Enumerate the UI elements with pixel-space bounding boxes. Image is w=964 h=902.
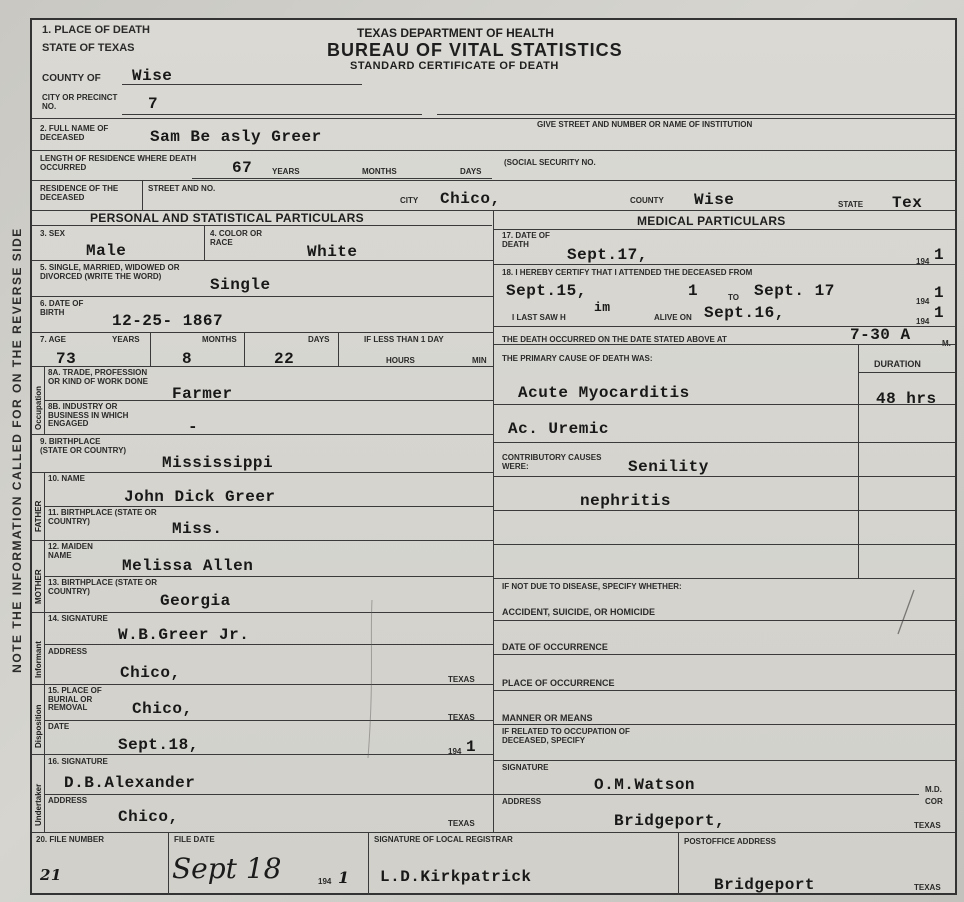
rule-contrib-4: [494, 578, 955, 579]
father-name-value: John Dick Greer: [124, 488, 276, 506]
rule-burial: [44, 720, 493, 721]
cor-label: COR: [925, 797, 943, 806]
disposition-bracket: [44, 684, 45, 754]
race-label: 4. COLOR OR RACE: [210, 229, 263, 247]
rule-manner: [494, 724, 955, 725]
certificate-form: [30, 18, 957, 895]
min-label: MIN: [472, 356, 487, 365]
alive-year-value: 1: [934, 304, 945, 322]
rule-medical-head: [494, 229, 955, 230]
trade-label: 8A. TRADE, PROFESSION OR KIND OF WORK DONE: [48, 368, 148, 386]
mother-birthplace-value: Georgia: [160, 592, 231, 610]
attended-from-value: Sept.15,: [506, 282, 587, 300]
undertaker-signature-value: D.B.Alexander: [64, 774, 196, 792]
rule-duration-head: [858, 372, 955, 373]
ssn-label: (SOCIAL SECURITY NO.: [504, 158, 596, 167]
age-months-label: MONTHS: [202, 335, 237, 344]
mother-name-label: 12. MAIDEN NAME: [48, 542, 93, 560]
to-label: TO: [728, 293, 739, 302]
father-birthplace-value: Miss.: [172, 520, 223, 538]
precinct-value: 7: [148, 95, 159, 113]
rule-informant-sig: [44, 644, 493, 645]
occupation-side-label: Occupation: [34, 385, 43, 430]
mother-side-label: MOTHER: [34, 569, 43, 604]
rule-birth: [32, 332, 493, 333]
informant-bracket: [44, 612, 45, 684]
residence-state-value: Tex: [892, 194, 923, 212]
residence-state-label: STATE: [838, 200, 864, 209]
age-days-value: 22: [274, 350, 295, 368]
attended-label: 18. I HEREBY CERTIFY THAT I ATTENDED THE DECEASED FROM: [502, 268, 753, 277]
medical-section-title: MEDICAL PARTICULARS: [637, 214, 786, 228]
county-value: Wise: [132, 67, 173, 85]
paper-crease-mark: [362, 600, 382, 760]
file-date-label: FILE DATE: [174, 835, 215, 844]
informant-address-label: ADDRESS: [48, 647, 88, 656]
institution-line: [437, 114, 955, 115]
contributory-1-value: Senility: [628, 458, 709, 476]
file-number-value: 21: [40, 866, 62, 884]
alive-on-value: Sept.16,: [704, 304, 785, 322]
pen-stroke-mark: [892, 588, 922, 638]
rule-marital: [32, 296, 493, 297]
hours-label: HOURS: [386, 356, 415, 365]
informant-address-value: Chico,: [120, 664, 181, 682]
state-label: STATE OF TEXAS: [42, 42, 135, 54]
rule-age: [32, 366, 493, 367]
primary-cause-label: THE PRIMARY CAUSE OF DEATH WAS:: [502, 354, 653, 363]
registrar-label: SIGNATURE OF LOCAL REGISTRAR: [374, 835, 513, 844]
rule-name: [32, 150, 955, 151]
rule-header: [32, 118, 955, 119]
postoffice-texas-label: TEXAS: [914, 883, 941, 892]
age-years-label: YEARS: [112, 335, 140, 344]
physician-address-value: Bridgeport,: [614, 812, 726, 830]
postoffice-label: POSTOFFICE ADDRESS: [684, 837, 777, 846]
rule-personal-head: [32, 225, 492, 226]
not-disease-label: IF NOT DUE TO DISEASE, SPECIFY WHETHER:: [502, 582, 682, 591]
physician-signature-label: SIGNATURE: [502, 763, 549, 772]
rule-undertaker-sig: [44, 794, 493, 795]
registrar-value: L.D.Kirkpatrick: [380, 868, 532, 886]
rule-sex: [32, 260, 493, 261]
rule-occupation-related: [494, 760, 955, 761]
county-of-label: COUNTY OF: [42, 73, 101, 84]
personal-section-title: PERSONAL AND STATISTICAL PARTICULARS: [90, 211, 364, 225]
county-line: [122, 84, 362, 85]
birth-value: 12-25- 1867: [112, 312, 224, 330]
residence-years-value: 67: [232, 159, 253, 177]
attended-to-year-value: 1: [934, 284, 945, 302]
marital-label: 5. SINGLE, MARRIED, WIDOWED OR DIVORCED (WRITE THE WORD): [40, 263, 180, 281]
rule-cause-2: [494, 442, 955, 443]
rule-date-occurrence: [494, 654, 955, 655]
rule-mother: [32, 612, 493, 613]
undertaker-signature-label: 16. SIGNATURE: [48, 757, 108, 766]
informant-signature-label: 14. SIGNATURE: [48, 614, 108, 623]
reverse-side-note-text: NOTE THE INFORMATION CALLED FOR ON THE REVERSE SIDE: [10, 227, 24, 673]
father-side-label: FATHER: [34, 500, 43, 532]
death-year-value: 1: [934, 246, 945, 264]
rule-time: [494, 344, 955, 345]
attended-to-value: Sept. 17: [754, 282, 835, 300]
manner-label: MANNER OR MEANS: [502, 713, 593, 723]
alive-on-label: ALIVE ON: [654, 313, 692, 322]
age-years-value: 73: [56, 350, 77, 368]
footer-divider-2: [368, 832, 369, 895]
residence-divider: [142, 180, 143, 210]
birthplace-value: Mississippi: [162, 454, 274, 472]
file-year-value: 1: [338, 868, 350, 887]
last-saw-label: I LAST SAW H: [512, 313, 566, 322]
full-name-value: Sam Be asly Greer: [150, 128, 322, 146]
residence-county-value: Wise: [694, 191, 735, 209]
rule-accident: [494, 620, 955, 621]
rule-mother-name: [44, 576, 493, 577]
rule-contrib-3: [494, 544, 955, 545]
date-occurrence-label: DATE OF OCCURRENCE: [502, 642, 608, 652]
city-label: CITY: [400, 196, 419, 205]
undertaker-side-label: Undertaker: [34, 783, 43, 826]
trade-value: Farmer: [172, 385, 233, 403]
department-title: TEXAS DEPARTMENT OF HEALTH: [357, 26, 554, 40]
age-months-value: 8: [182, 350, 193, 368]
undertaker-bracket: [44, 754, 45, 832]
age-divider-3: [338, 332, 339, 366]
residence-county-label: COUNTY: [630, 196, 664, 205]
time-label: THE DEATH OCCURRED ON THE DATE STATED ABOVE AT: [502, 335, 727, 344]
bureau-title: BUREAU OF VITAL STATISTICS: [327, 40, 623, 60]
mother-name-value: Melissa Allen: [122, 557, 254, 575]
reverse-side-note: [4, 190, 30, 710]
rule-industry: [32, 434, 493, 435]
time-suffix: M.: [942, 339, 951, 348]
occupation-related-label: IF RELATED TO OCCUPATION OF DECEASED, SPECIFY: [502, 727, 630, 745]
footer-divider-1: [168, 832, 169, 895]
sex-divider: [204, 225, 205, 260]
duration-label: DURATION: [874, 359, 921, 369]
institution-label: GIVE STREET AND NUMBER OR NAME OF INSTITUTION: [537, 120, 753, 129]
rule-contrib-1: [494, 476, 955, 477]
mother-birthplace-label: 13. BIRTHPLACE (STATE OR COUNTRY): [48, 578, 158, 596]
informant-signature-value: W.B.Greer Jr.: [118, 626, 250, 644]
attended-year-prefix: 194: [916, 297, 930, 306]
death-year-prefix: 194: [916, 257, 930, 266]
rule-place-occurrence: [494, 690, 955, 691]
race-value: White: [307, 243, 358, 261]
precinct-label: CITY OR PRECINCT NO.: [42, 93, 118, 111]
days-label: DAYS: [460, 167, 482, 176]
marital-value: Single: [210, 276, 271, 294]
physician-texas-label: TEXAS: [914, 821, 941, 830]
rule-date-of-death: [494, 264, 955, 265]
alive-year-prefix: 194: [916, 317, 930, 326]
residence-label: RESIDENCE OF THE DECEASED: [40, 184, 119, 202]
age-divider-2: [244, 332, 245, 366]
burial-year-value: 1: [466, 738, 477, 756]
footer-divider-3: [678, 832, 679, 895]
file-number-label: 20. FILE NUMBER: [36, 835, 105, 844]
undertaker-address-value: Chico,: [118, 808, 179, 826]
age-divider-1: [150, 332, 151, 366]
place-of-death-label: 1. PLACE OF DEATH: [42, 24, 150, 36]
contributory-label: CONTRIBUTORY CAUSES WERE:: [502, 453, 602, 471]
contributory-2-value: nephritis: [580, 492, 671, 510]
precinct-line: [122, 114, 422, 115]
rule-informant: [32, 684, 493, 685]
accident-label: ACCIDENT, SUICIDE, OR HOMICIDE: [502, 607, 656, 617]
informant-side-label: Informant: [34, 641, 43, 678]
center-divider: [493, 210, 494, 832]
rule-physician-sig: [494, 794, 919, 795]
burial-year-prefix: 194: [448, 747, 462, 756]
rule-father: [32, 540, 493, 541]
date-of-death-label: 17. DATE OF DEATH: [502, 231, 550, 249]
time-value: 7-30 A: [850, 326, 911, 344]
rule-birthplace: [32, 472, 493, 473]
burial-date-label: DATE: [48, 722, 70, 731]
age-label: 7. AGE: [40, 335, 66, 344]
father-name-label: 10. NAME: [48, 474, 85, 483]
rule-cause-1: [494, 404, 955, 405]
attended-from-year-value: 1: [688, 282, 699, 300]
rule-disposition: [32, 754, 493, 755]
birth-label: 6. DATE OF BIRTH: [40, 299, 84, 317]
rule-footer: [32, 832, 955, 833]
date-of-death-value: Sept.17,: [567, 246, 648, 264]
residence-length-label: LENGTH OF RESIDENCE WHERE DEATH OCCURRED: [40, 154, 197, 172]
months-label: MONTHS: [362, 167, 397, 176]
birthplace-label: 9. BIRTHPLACE (STATE OR COUNTRY): [40, 437, 127, 455]
undertaker-address-label: ADDRESS: [48, 796, 88, 805]
sex-label: 3. SEX: [40, 229, 65, 238]
postoffice-value: Bridgeport: [714, 876, 816, 894]
residence-city-value: Chico,: [440, 190, 501, 208]
physician-signature-value: O.M.Watson: [594, 776, 696, 794]
age-days-label: DAYS: [308, 335, 330, 344]
last-saw-mark: im: [594, 300, 611, 315]
informant-texas-label: TEXAS: [448, 675, 475, 684]
sex-value: Male: [86, 242, 127, 260]
file-year-prefix: 194: [318, 877, 332, 886]
residence-length-line: [192, 178, 492, 179]
burial-label: 15. PLACE OF BURIAL OR REMOVAL: [48, 686, 102, 712]
industry-label: 8B. INDUSTRY OR BUSINESS IN WHICH ENGAGED: [48, 402, 129, 428]
primary-cause-value: Acute Myocarditis: [518, 384, 690, 402]
physician-address-label: ADDRESS: [502, 797, 542, 806]
undertaker-texas-label: TEXAS: [448, 819, 475, 828]
rule-father-name: [44, 506, 493, 507]
years-label: YEARS: [272, 167, 300, 176]
rule-contrib-2: [494, 510, 955, 511]
md-label: M.D.: [925, 785, 942, 794]
full-name-label: 2. FULL NAME OF DECEASED: [40, 124, 109, 142]
rule-trade: [44, 400, 493, 401]
burial-date-value: Sept.18,: [118, 736, 199, 754]
place-occurrence-label: PLACE OF OCCURRENCE: [502, 678, 615, 688]
rule-length: [32, 180, 955, 181]
street-label: STREET AND NO.: [148, 184, 216, 193]
duration-value: 48 hrs: [876, 390, 937, 408]
duration-divider: [858, 344, 859, 578]
father-birthplace-label: 11. BIRTHPLACE (STATE OR COUNTRY): [48, 508, 157, 526]
secondary-cause-value: Ac. Uremic: [508, 420, 610, 438]
burial-value: Chico,: [132, 700, 193, 718]
certificate-title: STANDARD CERTIFICATE OF DEATH: [350, 60, 559, 72]
file-date-value: Sept 18: [172, 852, 282, 885]
burial-texas-label: TEXAS: [448, 713, 475, 722]
disposition-side-label: Disposition: [34, 704, 43, 748]
industry-value: -: [188, 418, 199, 436]
less-day-label: IF LESS THAN 1 DAY: [364, 335, 444, 344]
